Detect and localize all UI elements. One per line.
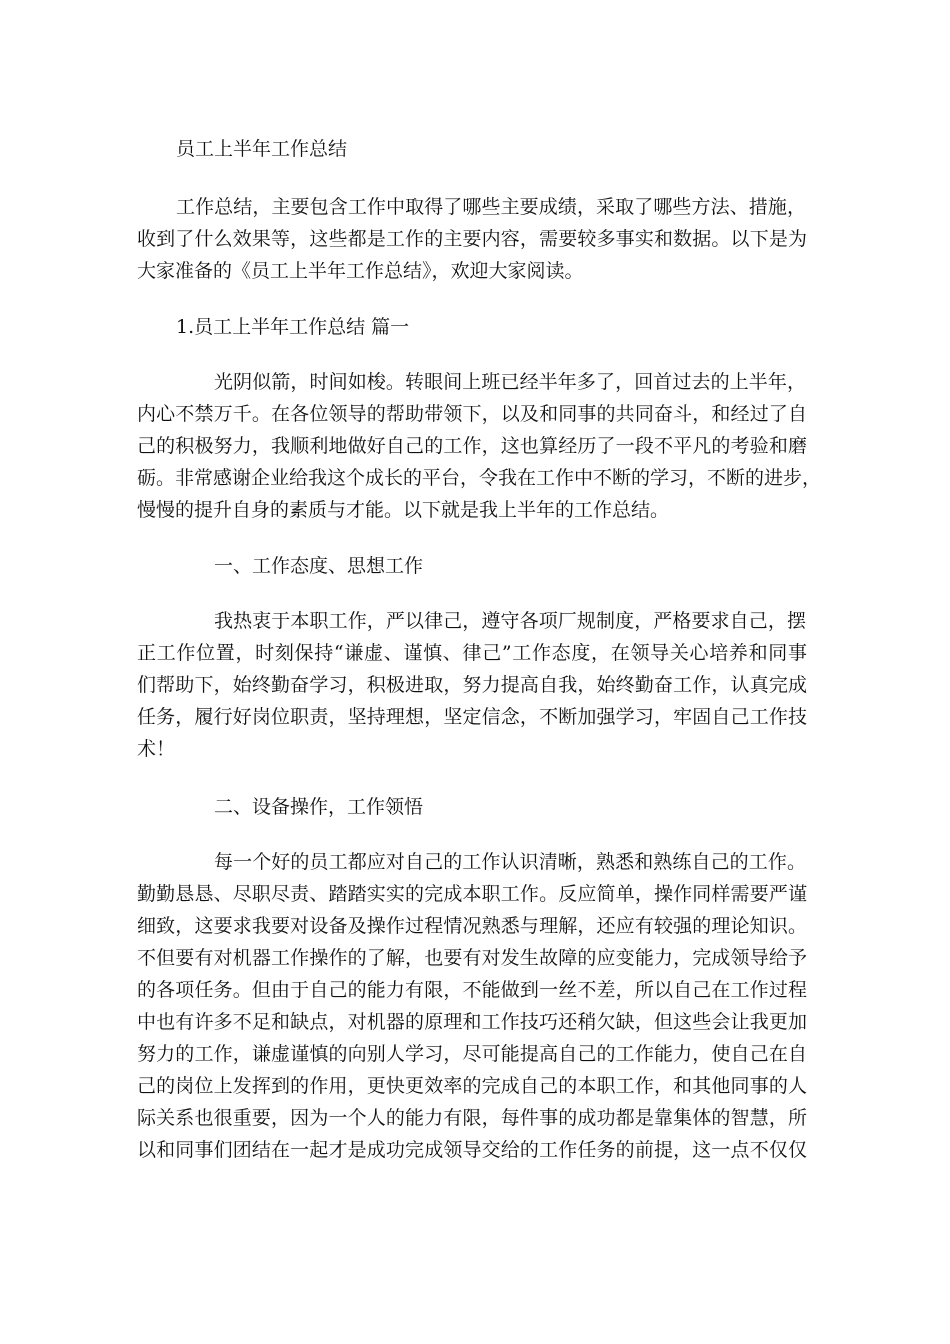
paragraph-line: 任务，履行好岗位职责，坚持理想，坚定信念，不断加强学习，牢固自己工作技 — [137, 706, 807, 728]
paragraph-line: 术！ — [137, 738, 176, 760]
heading-equipment: 二、设备操作，工作领悟 — [214, 796, 424, 818]
paragraph-line: 中也有许多不足和缺点，对机器的原理和工作技巧还稍欠缺，但这些会让我更加 — [137, 1011, 807, 1033]
section-heading: 1.员工上半年工作总结 篇一 — [176, 316, 410, 338]
paragraph-line: 我热衷于本职工作，严以律己，遵守各项厂规制度，严格要求自己，摆 — [214, 610, 806, 632]
paragraph-line: 己的岗位上发挥到的作用，更快更效率的完成自己的本职工作，和其他同事的人 — [137, 1075, 807, 1097]
paragraph-line: 每一个好的员工都应对自己的工作认识清晰，熟悉和熟练自己的工作。 — [214, 851, 806, 873]
paragraph-line: 际关系也很重要，因为一个人的能力有限，每件事的成功都是靠集体的智慧，所 — [137, 1107, 807, 1129]
paragraph-line: 以和同事们团结在一起才是成功完成领导交给的工作任务的前提，这一点不仅仅 — [137, 1139, 807, 1161]
paragraph-line: 的各项任务。但由于自己的能力有限，不能做到一丝不差，所以自己在工作过程 — [137, 979, 807, 1001]
paragraph-line: 正工作位置，时刻保持“谦虚、谨慎、律己”工作态度，在领导关心培养和同事 — [137, 642, 807, 664]
paragraph-line: 细致，这要求我要对设备及操作过程情况熟悉与理解，还应有较强的理论知识。 — [137, 915, 807, 937]
intro-line: 大家准备的《员工上半年工作总结》，欢迎大家阅读。 — [137, 260, 584, 282]
paragraph-line: 不但要有对机器工作操作的了解，也要有对发生故障的应变能力，完成领导给予 — [137, 947, 807, 969]
paragraph-line: 勤勤恳恳、尽职尽责、踏踏实实的完成本职工作。反应简单，操作同样需要严谨 — [137, 883, 807, 905]
paragraph-line: 努力的工作，谦虚谨慎的向别人学习，尽可能提高自己的工作能力，使自己在自 — [137, 1043, 807, 1065]
paragraph-line: 光阴似箭，时间如梭。转眼间上班已经半年多了，回首过去的上半年， — [214, 371, 806, 393]
paragraph-line: 内心不禁万千。在各位领导的帮助带领下，以及和同事的共同奋斗，和经过了自 — [137, 403, 807, 425]
heading-attitude: 一、工作态度、思想工作 — [214, 555, 424, 577]
paragraph-line: 们帮助下，始终勤奋学习，积极进取，努力提高自我，始终勤奋工作，认真完成 — [137, 674, 807, 696]
paragraph-line: 慢慢的提升自身的素质与才能。以下就是我上半年的工作总结。 — [137, 499, 670, 521]
intro-line: 收到了什么效果等，这些都是工作的主要内容，需要较多事实和数据。以下是为 — [137, 228, 807, 250]
intro-line: 工作总结，主要包含工作中取得了哪些主要成绩，采取了哪些方法、措施， — [176, 196, 806, 218]
paragraph-line: 砺。非常感谢企业给我这个成长的平台，令我在工作中不断的学习，不断的进步， — [137, 467, 822, 489]
paragraph-line: 己的积极努力，我顺利地做好自己的工作，这也算经历了一段不平凡的考验和磨 — [137, 435, 807, 457]
document-title: 员工上半年工作总结 — [176, 138, 348, 160]
